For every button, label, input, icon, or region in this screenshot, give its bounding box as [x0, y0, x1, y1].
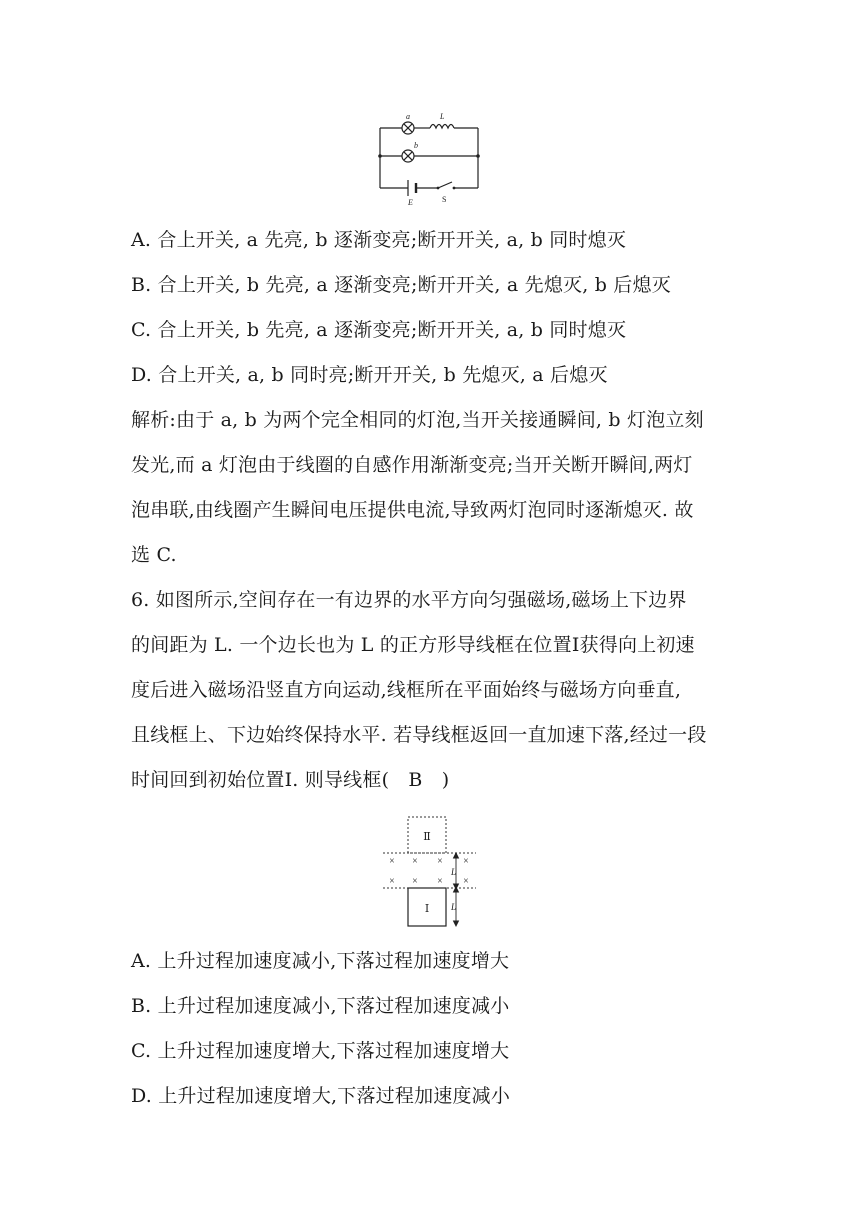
battery-icon: [408, 180, 416, 196]
q5-option-c: C. 合上开关, b 先亮, a 逐渐变亮;断开开关, a, b 同时熄灭: [131, 319, 627, 341]
q6-option-c: C. 上升过程加速度增大,下落过程加速度增大: [131, 1040, 510, 1062]
circuit-diagram: [370, 108, 490, 208]
field-mark: ×: [437, 876, 443, 887]
lamp-b-label: b: [414, 141, 418, 150]
q6-option-a: A. 上升过程加速度减小,下落过程加速度增大: [131, 950, 510, 972]
field-mark: ×: [412, 876, 418, 887]
q5-analysis-line-4: 选 C.: [131, 544, 177, 566]
q6-stem-line-1: 6. 如图所示,空间存在一有边界的水平方向匀强磁场,磁场上下边界: [131, 589, 687, 611]
q6-option-d: D. 上升过程加速度增大,下落过程加速度减小: [131, 1085, 511, 1107]
q6-stem-line-4: 且线框上、下边始终保持水平. 若导线框返回一直加速下落,经过一段: [131, 724, 707, 746]
field-mark: ×: [463, 856, 469, 867]
field-mark: ×: [463, 876, 469, 887]
battery-label: E: [408, 198, 413, 207]
q6-stem-line-3: 度后进入磁场沿竖直方向运动,线框所在平面始终与磁场方向垂直,: [131, 679, 682, 701]
q5-option-d: D. 合上开关, a, b 同时亮;断开开关, b 先熄灭, a 后熄灭: [131, 364, 608, 386]
switch-label: S: [442, 195, 447, 204]
q5-option-a: A. 合上开关, a 先亮, b 逐渐变亮;断开开关, a, b 同时熄灭: [131, 229, 627, 251]
inductor-label: L: [440, 112, 445, 121]
magnetic-field-diagram: [380, 814, 480, 930]
position-2-label: Ⅱ: [423, 831, 431, 843]
field-mark: ×: [412, 856, 418, 867]
q6-stem-line-5: 时间回到初始位置Ⅰ. 则导线框( B ): [131, 769, 450, 791]
position-1-label: Ⅰ: [424, 903, 430, 915]
q5-analysis-line-1: 解析:由于 a, b 为两个完全相同的灯泡,当开关接通瞬间, b 灯泡立刻: [131, 409, 704, 431]
field-mark: ×: [389, 876, 395, 887]
lamp-a-icon: [402, 122, 414, 134]
q6-stem-line-2: 的间距为 L. 一个边长也为 L 的正方形导线框在位置Ⅰ获得向上初速: [131, 634, 695, 656]
q6-option-b: B. 上升过程加速度减小,下落过程加速度减小: [131, 995, 510, 1017]
q5-option-b: B. 合上开关, b 先亮, a 逐渐变亮;断开开关, a 先熄灭, b 后熄灭: [131, 274, 671, 296]
dimension-label-2: L: [451, 902, 457, 912]
q5-analysis-line-3: 泡串联,由线圈产生瞬间电压提供电流,导致两灯泡同时逐渐熄灭. 故: [131, 499, 694, 521]
dimension-label-1: L: [451, 867, 457, 877]
field-mark: ×: [389, 856, 395, 867]
lamp-b-icon: [402, 150, 414, 162]
field-mark: ×: [437, 856, 443, 867]
q5-analysis-line-2: 发光,而 a 灯泡由于线圈的自感作用渐渐变亮;当开关断开瞬间,两灯: [131, 454, 693, 476]
lamp-a-label: a: [406, 112, 410, 121]
